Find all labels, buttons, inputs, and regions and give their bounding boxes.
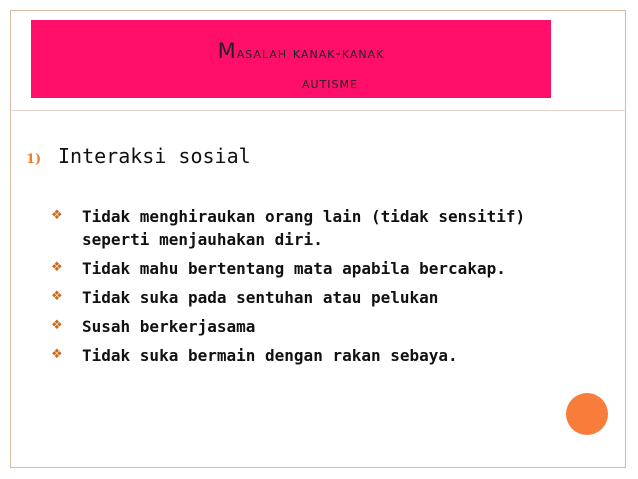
orange-dot-icon bbox=[566, 393, 608, 435]
slide-title-line-1: Masalah kanak-kanak bbox=[217, 39, 385, 63]
list-item bbox=[48, 257, 608, 280]
list-item-text: Tidak mahu bertentang mata apabila bercakap. bbox=[82, 259, 506, 278]
section-number: 1) bbox=[26, 152, 42, 167]
diamond-bullet-icon bbox=[51, 348, 65, 362]
slide-title-bar bbox=[31, 20, 551, 98]
diamond-bullet-icon bbox=[51, 209, 65, 223]
list-item bbox=[48, 315, 608, 338]
diamond-bullet-icon bbox=[51, 261, 65, 275]
list-item bbox=[48, 286, 608, 309]
section-heading bbox=[26, 144, 251, 168]
section-title: Interaksi sosial bbox=[58, 144, 251, 168]
list-item-text: Tidak suka pada sentuhan atau pelukan bbox=[82, 288, 439, 307]
list-item-text: Tidak menghiraukan orang lain (tidak sensitif) seperti menjauhakan diri. bbox=[82, 207, 526, 249]
diamond-bullet-icon bbox=[51, 290, 65, 304]
bullet-list bbox=[48, 205, 608, 373]
frame-divider bbox=[10, 110, 626, 111]
list-item bbox=[48, 344, 608, 367]
slide-title-line-2: autisme bbox=[302, 74, 358, 92]
list-item bbox=[48, 205, 608, 251]
list-item-text: Susah berkerjasama bbox=[82, 317, 256, 336]
diamond-bullet-icon bbox=[51, 319, 65, 333]
list-item-text: Tidak suka bermain dengan rakan sebaya. bbox=[82, 346, 458, 365]
